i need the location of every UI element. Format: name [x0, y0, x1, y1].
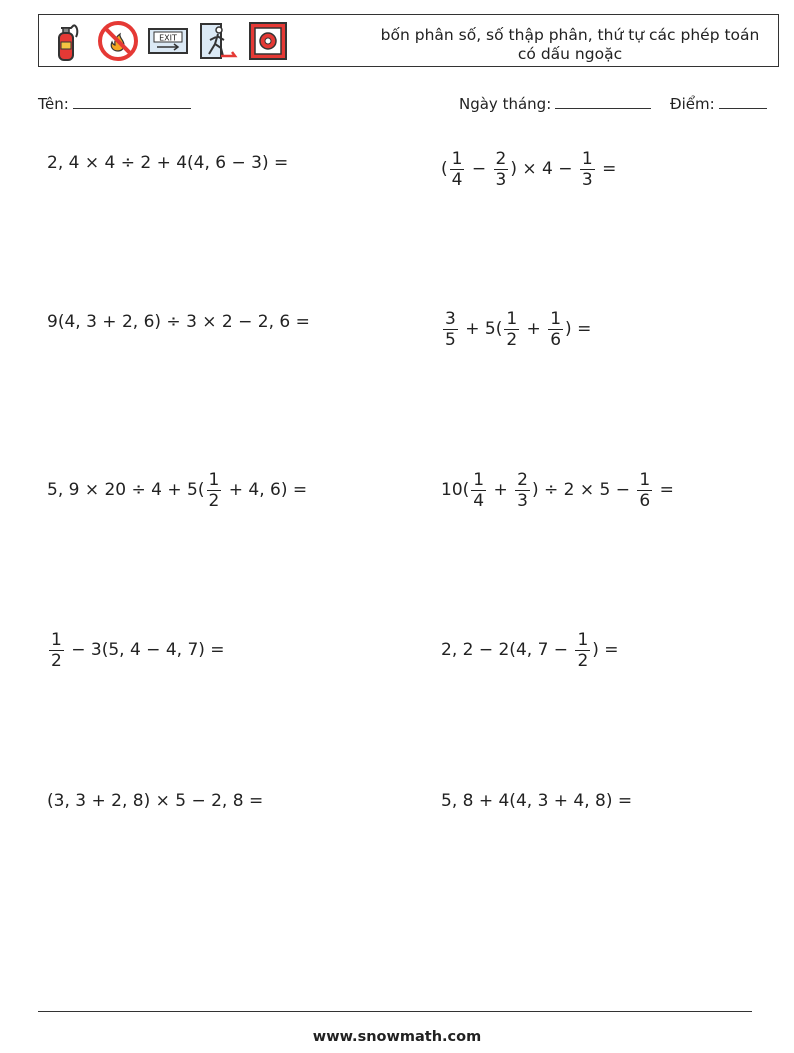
no-fire-icon	[97, 20, 139, 62]
problem-2	[441, 144, 616, 194]
fraction	[207, 470, 222, 511]
problem-7-text-b: − 3(5, 4 − 4, 7) =	[65, 640, 225, 660]
problem-1-text: 2, 4 × 4 ÷ 2 + 4(4, 6 − 3) =	[47, 153, 289, 173]
numerator: 1	[51, 629, 62, 650]
numerator: 1	[208, 469, 220, 490]
problem-4	[441, 304, 591, 354]
safety-icons-row	[47, 20, 289, 62]
date-label: Ngày tháng:	[459, 95, 552, 113]
problem-5	[47, 465, 307, 515]
fraction	[471, 470, 486, 511]
denominator: 3	[581, 169, 593, 190]
fraction	[450, 149, 465, 190]
fraction	[580, 149, 595, 190]
problem-9	[47, 776, 263, 826]
date-field[interactable]	[459, 94, 651, 113]
problem-10-text: 5, 8 + 4(4, 3 + 4, 8) =	[441, 791, 633, 811]
problem-4-text-c: +	[521, 319, 547, 339]
problem-6	[441, 465, 674, 515]
fraction	[504, 309, 519, 350]
denominator: 2	[51, 650, 62, 671]
name-label: Tên:	[38, 95, 69, 113]
fraction	[515, 470, 530, 511]
problem-10	[441, 776, 632, 826]
problem-1	[47, 138, 288, 188]
fraction	[494, 149, 509, 190]
problem-8-text-b: ) =	[592, 640, 619, 660]
problem-8-text-a: 2, 2 − 2(4, 7 −	[441, 640, 574, 660]
problem-6-text-d: =	[654, 480, 674, 500]
worksheet-title: bốn phân số, số thập phân, thứ tự các phép toán có dấu ngoặc	[380, 26, 760, 63]
problem-2-text-d: =	[596, 159, 617, 179]
name-field[interactable]	[38, 94, 191, 113]
score-field[interactable]	[670, 94, 767, 113]
problem-3-text: 9(4, 3 + 2, 6) ÷ 3 × 2 − 2, 6 =	[47, 312, 310, 332]
problem-3	[47, 297, 310, 347]
emergency-exit-icon	[197, 20, 239, 62]
denominator: 5	[445, 329, 456, 350]
numerator: 3	[445, 308, 456, 329]
fire-alarm-button-icon	[247, 20, 289, 62]
numerator: 1	[550, 308, 562, 329]
problem-2-text-b: −	[466, 159, 492, 179]
problem-9-text: (3, 3 + 2, 8) × 5 − 2, 8 =	[47, 791, 264, 811]
denominator: 2	[506, 329, 518, 350]
denominator: 2	[208, 490, 220, 511]
exit-sign-icon	[147, 20, 189, 62]
problem-2-text-c: ) × 4 −	[510, 159, 578, 179]
problem-8	[441, 625, 619, 675]
problem-6-text-c: ) ÷ 2 × 5 −	[531, 480, 636, 500]
problem-6-text-b: +	[488, 480, 514, 500]
numerator: 1	[451, 148, 463, 169]
numerator: 1	[581, 148, 593, 169]
numerator: 2	[495, 148, 507, 169]
problem-5-text-b: + 4, 6) =	[223, 480, 308, 500]
name-line[interactable]	[73, 94, 191, 109]
denominator: 3	[495, 169, 507, 190]
footer-website[interactable]: www.snowmath.com	[312, 1029, 482, 1045]
problem-6-text-a: 10(	[441, 480, 470, 500]
numerator: 1	[473, 469, 485, 490]
numerator: 1	[639, 469, 651, 490]
problem-4-text-d: ) =	[565, 319, 592, 339]
fraction	[49, 630, 64, 671]
problem-4-text-b: + 5(	[459, 319, 503, 339]
denominator: 6	[550, 329, 562, 350]
fraction	[575, 630, 590, 671]
fire-extinguisher-icon	[47, 20, 89, 62]
score-line[interactable]	[719, 94, 767, 109]
score-label: Điểm:	[670, 95, 715, 113]
denominator: 4	[451, 169, 463, 190]
denominator: 4	[473, 490, 485, 511]
date-line[interactable]	[555, 94, 651, 109]
denominator: 6	[639, 490, 651, 511]
numerator: 1	[577, 629, 589, 650]
numerator: 1	[506, 308, 518, 329]
worksheet-header	[38, 14, 779, 67]
fraction	[637, 470, 652, 511]
problem-5-text-a: 5, 9 × 20 ÷ 4 + 5(	[47, 480, 205, 500]
denominator: 3	[517, 490, 528, 511]
footer-divider	[38, 1011, 752, 1012]
problem-7	[47, 625, 225, 675]
fraction	[443, 309, 458, 350]
exit-sign-text: EXIT	[159, 33, 177, 43]
problem-2-text-a: (	[441, 159, 448, 179]
fraction	[548, 309, 563, 350]
numerator: 2	[517, 469, 528, 490]
denominator: 2	[577, 650, 589, 671]
